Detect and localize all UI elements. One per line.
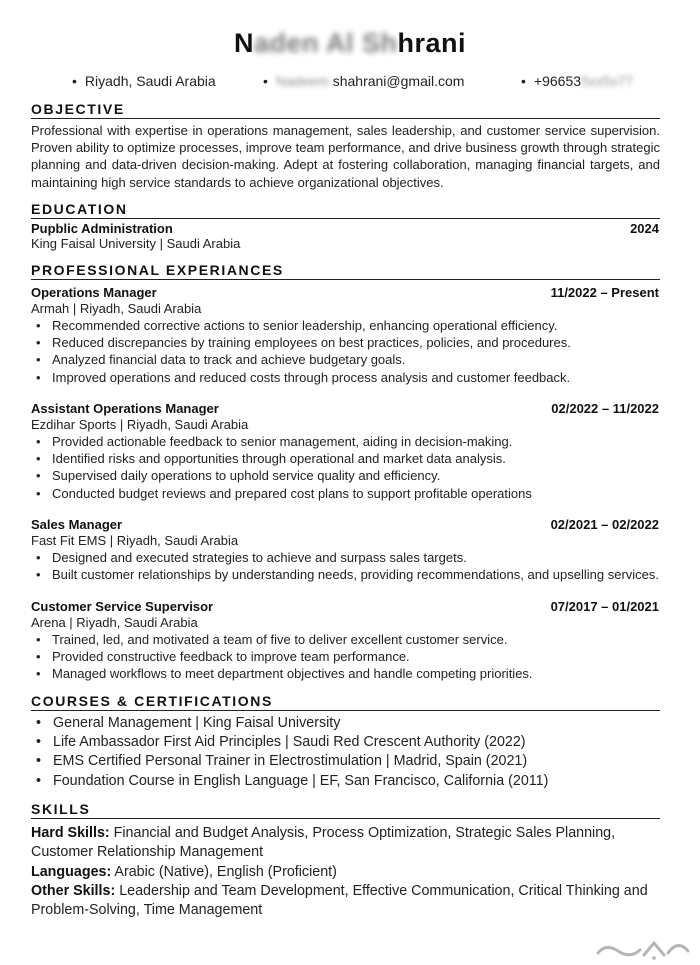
- job-role: Assistant Operations Manager: [31, 401, 219, 416]
- languages: [31, 863, 660, 882]
- section-divider: [31, 218, 660, 219]
- list-item: • Reduced discrepancies by training employees on best practices, policies, and procedures.: [36, 334, 571, 351]
- list-item: • General Management | King Faisal University: [36, 714, 548, 733]
- list-item: • Provided constructive feedback to improve team performance.: [36, 648, 533, 665]
- job-dates: 02/2021 – 02/2022: [550, 517, 659, 532]
- list-item: • Foundation Course in English Language | EF, San Francisco, California (2011): [36, 772, 548, 791]
- courses-list: [36, 714, 548, 791]
- other-skills-label: Other Skills:: [31, 882, 116, 899]
- school: King Faisal University | Saudi Arabia: [31, 236, 241, 251]
- list-item: • Built customer relationships by understanding needs, providing recommendations, and upselling services.: [36, 566, 659, 583]
- education-heading: EDUCATION: [31, 201, 128, 217]
- courses-heading: COURSES & CERTIFICATIONS: [31, 693, 273, 709]
- languages-label: Languages:: [31, 863, 112, 880]
- list-item: • Supervised daily operations to uphold service quality and efficiency.: [36, 467, 532, 484]
- experience-heading: PROFESSIONAL EXPERIANCES: [31, 262, 284, 278]
- email-redacted: Nadeem: [275, 73, 329, 89]
- email-text: shahrani@gmail.com: [332, 73, 465, 89]
- job-role: Sales Manager: [31, 517, 123, 532]
- job-company: Fast Fit EMS | Riyadh, Saudi Arabia: [31, 533, 239, 548]
- job-header: [31, 599, 659, 615]
- job-dates: 11/2022 – Present: [550, 285, 659, 300]
- hard-skills-text: Financial and Budget Analysis, Process Optimization, Strategic Sales Planning, Customer Relationship Management: [31, 825, 616, 861]
- haraj-watermark-logo: [592, 935, 692, 961]
- phone-text: +96653: [533, 73, 582, 89]
- job-dates: 07/2017 – 01/2021: [550, 599, 659, 614]
- location-text: Riyadh, Saudi Arabia: [84, 73, 216, 89]
- bullet-icon: •: [263, 73, 268, 89]
- list-item: • Provided actionable feedback to senior management, aiding in decision-making.: [36, 433, 532, 450]
- section-divider: [31, 279, 660, 280]
- candidate-name: [0, 28, 700, 59]
- email[interactable]: [263, 73, 464, 89]
- job-company: Ezdihar Sports | Riyadh, Saudi Arabia: [31, 417, 249, 432]
- list-item: • Trained, led, and motivated a team of five to deliver excellent customer service.: [36, 631, 533, 648]
- section-divider: [31, 118, 660, 119]
- list-item: • Conducted budget reviews and prepared cost plans to support profitable operations: [36, 485, 532, 502]
- other-skills: [31, 882, 660, 921]
- job-bullets: [36, 631, 533, 683]
- bullet-icon: •: [521, 73, 526, 89]
- objective-heading: OBJECTIVE: [31, 101, 125, 117]
- name-redacted: aden Al Sh: [253, 28, 398, 58]
- contact-line: [0, 73, 700, 93]
- list-item: • Recommended corrective actions to senior leadership, enhancing operational efficiency.: [36, 317, 571, 334]
- job-bullets: [36, 433, 532, 502]
- objective-text: Professional with expertise in operations management, sales leadership, and customer service supervision. Proven ability to optimize processes, improve team performance, and drive business growth through strategic planning and data-driven decision-making. Adept at fostering collaboration, managing financial targets, and maintaining high service standards to achieve organizational objectives.: [31, 123, 660, 190]
- job-company: Arena | Riyadh, Saudi Arabia: [31, 615, 198, 630]
- languages-text: Arabic (Native), English (Proficient): [111, 863, 337, 880]
- job-header: [31, 285, 659, 301]
- job-dates: 02/2022 – 11/2022: [551, 401, 659, 416]
- section-divider: [31, 710, 660, 711]
- bullet-icon: •: [72, 73, 77, 89]
- job-role: Customer Service Supervisor: [31, 599, 214, 614]
- location: [72, 73, 216, 89]
- job-bullets: [36, 317, 571, 386]
- job-role: Operations Manager: [31, 285, 157, 300]
- list-item: • Designed and executed strategies to achieve and surpass sales targets.: [36, 549, 659, 566]
- hard-skills: [31, 824, 660, 863]
- job-company: Armah | Riyadh, Saudi Arabia: [31, 301, 202, 316]
- hard-skills-label: Hard Skills:: [31, 825, 110, 841]
- job-bullets: [36, 549, 659, 583]
- name-visible-start: N: [233, 28, 254, 58]
- graduation-year: 2024: [630, 221, 659, 236]
- list-item: • Identified risks and opportunities through operational and market data analysis.: [36, 450, 532, 467]
- name-visible-end: hrani: [397, 28, 467, 58]
- skills-heading: SKILLS: [31, 801, 91, 817]
- list-item: • Analyzed financial data to track and achieve budgetary goals.: [36, 351, 571, 368]
- degree: Pupblic Administration: [31, 221, 173, 236]
- job-header: [31, 401, 659, 417]
- list-item: • Improved operations and reduced costs through process analysis and customer feedback.: [36, 369, 571, 386]
- list-item: • Life Ambassador First Aid Principles | Saudi Red Crescent Authority (2022): [36, 733, 548, 752]
- job-header: [31, 517, 659, 533]
- section-divider: [31, 818, 660, 819]
- list-item: • EMS Certified Personal Trainer in Electrostimulation | Madrid, Spain (2021): [36, 752, 548, 771]
- phone[interactable]: [521, 73, 633, 89]
- list-item: • Managed workflows to meet department objectives and handle competing priorities.: [36, 665, 533, 682]
- other-skills-text: Leadership and Team Development, Effective Communication, Critical Thinking and Problem-Solving, Time Management: [31, 882, 648, 919]
- education-row: [31, 221, 659, 237]
- phone-redacted: 5xx5x77: [581, 73, 634, 89]
- skills-block: [31, 824, 660, 920]
